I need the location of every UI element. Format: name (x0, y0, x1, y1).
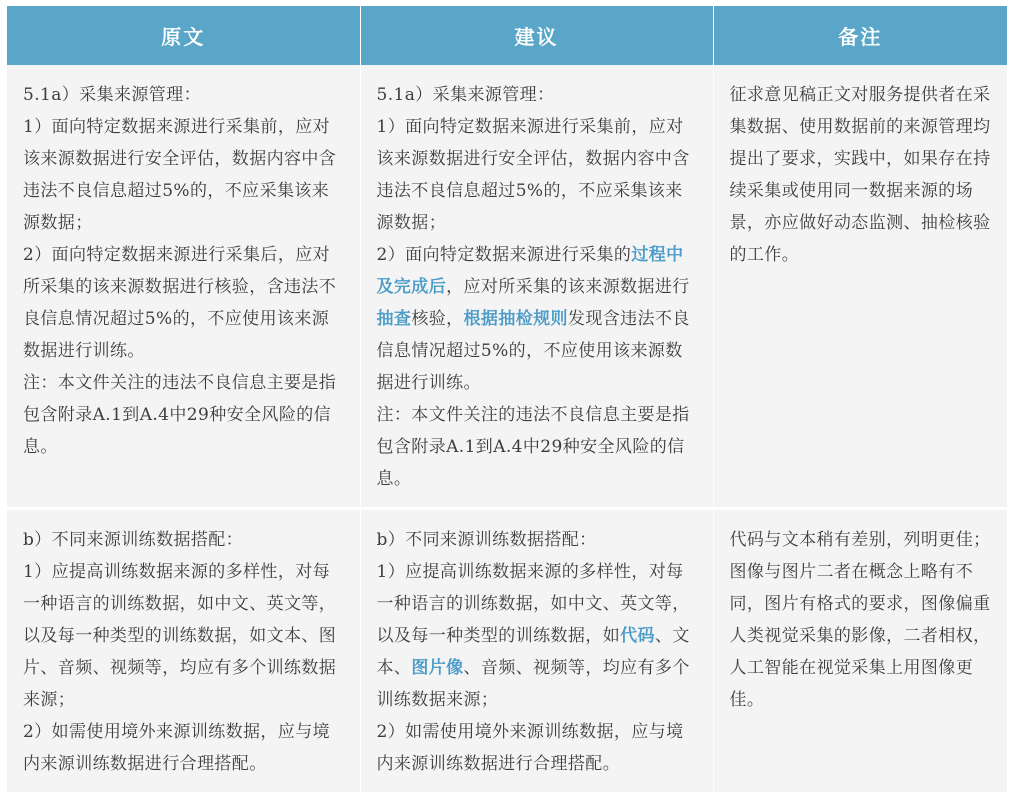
text-run: ，应对所采集的该来源数据进行 (446, 277, 690, 297)
row2-original-cell (7, 509, 360, 792)
row1-remark-text: 征求意见稿正文对服务提供者在采集数据、使用数据前的来源管理均提出了要求，实践中，如果存在持续采集或使用同一数据来源的场景，亦应做好动态监测、抽检核验的工作。 (730, 79, 994, 271)
table-row (7, 509, 1007, 792)
row2-remark-text: 代码与文本稍有差别，列明更佳；图像与图片二者在概念上略有不同，图片有格式的要求，图像偏重人类视觉采集的影像，二者相权，人工智能在视觉采集上用图像更佳。 (730, 524, 994, 716)
row1-suggestion-p1: 5.1a）采集来源管理： (377, 79, 699, 111)
row2-original-p3: 2）如需使用境外来源训练数据，应与境内来源训练数据进行合理搭配。 (23, 716, 346, 780)
row1-original-cell (7, 65, 360, 509)
comparison-table-wrapper (7, 6, 1007, 792)
text-run: 、文本、 (377, 626, 690, 678)
row2-suggestion-p3: 2）如需使用境外来源训练数据，应与境内来源训练数据进行合理搭配。 (377, 716, 699, 780)
row1-suggestion-p3 (377, 239, 699, 399)
row2-original-p1: b）不同来源训练数据搭配： (23, 524, 346, 556)
row1-original-p1: 5.1a）采集来源管理： (23, 79, 346, 111)
row1-remark-cell (713, 65, 1007, 509)
highlight-text: 代码 (620, 626, 655, 646)
highlight-text: 图片像 (411, 658, 463, 678)
highlight-text: 根据抽检规则 (464, 309, 568, 329)
text-run: 2）面向特定数据来源进行采集的 (377, 245, 632, 265)
row1-original-p2: 1）面向特定数据来源进行采集前，应对该来源数据进行安全评估，数据内容中含违法不良信息超过5%的，不应采集该来源数据； (23, 111, 346, 239)
text-run: 1）应提高训练数据来源的多样性，对每一种语言的训练数据，如中文、英文等，以及每一种类型的训练数据，如 (377, 562, 690, 646)
table-row (7, 65, 1007, 509)
header-remark: 备注 (713, 6, 1007, 65)
header-original: 原文 (7, 6, 360, 65)
row2-original-p2: 1）应提高训练数据来源的多样性，对每一种语言的训练数据，如中文、英文等，以及每一种类型的训练数据，如文本、图片、音频、视频等，均应有多个训练数据来源； (23, 556, 346, 716)
text-run: 发现含违法不良信息情况超过5%的，不应使用该来源数据进行训练。 (377, 309, 690, 393)
header-row (7, 6, 1007, 65)
row2-suggestion-p1: b）不同来源训练数据搭配： (377, 524, 699, 556)
comparison-table (7, 6, 1007, 792)
text-run: 、音频、视频等，均应有多个训练数据来源； (377, 658, 690, 710)
row2-suggestion-p2 (377, 556, 699, 716)
header-suggestion: 建议 (360, 6, 713, 65)
row1-original-p3: 2）面向特定数据来源进行采集后，应对所采集的该来源数据进行核验，含违法不良信息情况超过5%的，不应使用该来源数据进行训练。 (23, 239, 346, 367)
row1-original-p4: 注：本文件关注的违法不良信息主要是指包含附录A.1到A.4中29种安全风险的信息。 (23, 367, 346, 463)
row1-suggestion-cell (360, 65, 713, 509)
row1-suggestion-p4: 注：本文件关注的违法不良信息主要是指包含附录A.1到A.4中29种安全风险的信息。 (377, 399, 699, 495)
row2-remark-cell (713, 509, 1007, 792)
text-run: 核验， (411, 309, 463, 329)
row1-suggestion-p2: 1）面向特定数据来源进行采集前，应对该来源数据进行安全评估，数据内容中含违法不良信息超过5%的，不应采集该来源数据； (377, 111, 699, 239)
row2-suggestion-cell (360, 509, 713, 792)
highlight-text: 抽查 (377, 309, 412, 329)
highlight-text: 过程中及完成后 (377, 245, 684, 297)
